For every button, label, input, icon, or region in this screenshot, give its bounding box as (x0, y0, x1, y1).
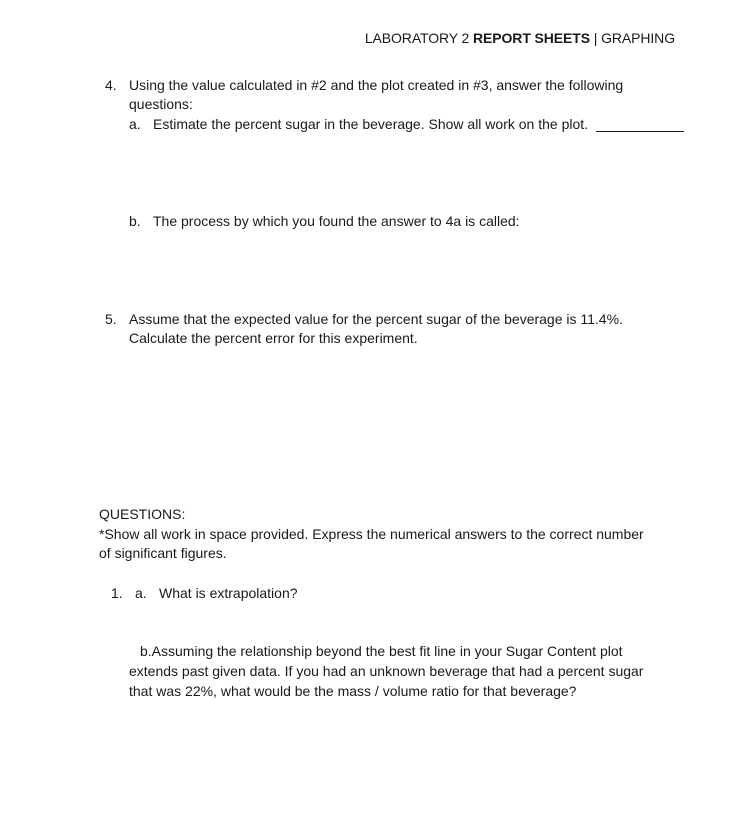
header-lab-label: LABORATORY 2 (364, 30, 474, 46)
q1b-text-line3: that was 22%, what would be the mass / volume ratio for that beverage? (129, 683, 577, 699)
q5-text-line2: Calculate the percent error for this experiment. (129, 330, 418, 346)
q4-number: 4. (105, 77, 117, 93)
questions-heading: QUESTIONS: (99, 506, 186, 522)
q4a-text: Estimate the percent sugar in the beverage. Show all work on the plot. (153, 116, 589, 132)
header-report-sheets: REPORT SHEETS (473, 30, 590, 46)
q1a-text: What is extrapolation? (159, 585, 298, 601)
q5-number: 5. (105, 311, 117, 327)
q4b-text: The process by which you found the answer to 4a is called: (153, 213, 520, 229)
q4a-item (153, 115, 684, 134)
questions-instruction-line1: *Show all work in space provided. Express the numerical answers to the correct number (99, 526, 644, 542)
q4-text-line2: questions: (129, 96, 193, 112)
q1b-text-line2: extends past given data. If you had an unknown beverage that had a percent sugar (129, 663, 644, 679)
q1-number: 1. (111, 585, 123, 601)
q4a-label: a. (129, 116, 141, 132)
q4b-label: b. (129, 213, 141, 229)
page-header (365, 29, 675, 48)
header-topic: GRAPHING (601, 30, 675, 46)
q4a-answer-line[interactable] (596, 131, 684, 132)
q1b-text-line1: b.Assuming the relationship beyond the best fit line in your Sugar Content plot (140, 643, 623, 659)
questions-instruction-line2: of significant figures. (99, 545, 227, 561)
header-separator: | (589, 30, 602, 46)
q4-text-line1: Using the value calculated in #2 and the plot created in #3, answer the following (129, 77, 624, 93)
q1a-label: a. (135, 585, 147, 601)
q5-text-line1: Assume that the expected value for the percent sugar of the beverage is 11.4%. (129, 311, 623, 327)
